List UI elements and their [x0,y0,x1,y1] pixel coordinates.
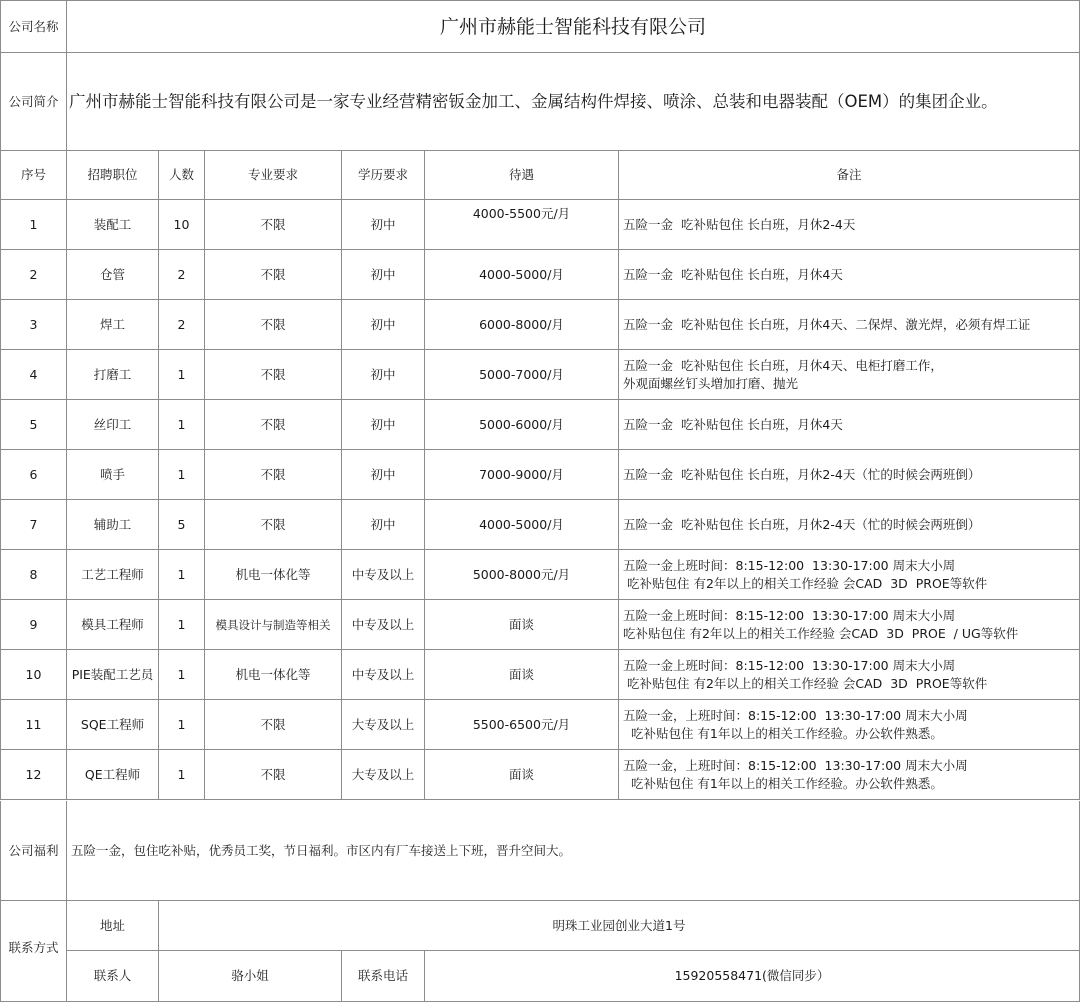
table-cell-remarks: 五险一金 吃补贴包住 长白班，月休2-4天（忙的时候会两班倒） [619,500,1080,550]
table-cell-headcount: 10 [159,200,205,250]
table-cell-headcount: 1 [159,350,205,400]
table-cell-salary: 面谈 [425,650,619,700]
table-cell-position: 工艺工程师 [67,550,159,600]
company-intro: 广州市赫能士智能科技有限公司是一家专业经营精密钣金加工、金属结构件焊接、喷涂、总装和电器装配（OEM）的集团企业。 [67,53,1080,151]
benefits-text: 五险一金，包住吃补贴，优秀员工奖，节日福利。市区内有厂车接送上下班，晋升空间大。 [67,801,1080,901]
table-cell-salary: 面谈 [425,600,619,650]
contact-person-label: 联系人 [67,951,159,1002]
table-cell-education-requirement: 大专及以上 [342,700,425,750]
table-cell-row-number: 11 [0,700,67,750]
table-cell-headcount: 1 [159,600,205,650]
table-cell-headcount: 1 [159,650,205,700]
table-cell-remarks: 五险一金 吃补贴包住 长白班，月休2-4天 [619,200,1080,250]
table-cell-salary: 7000-9000/月 [425,450,619,500]
table-cell-education-requirement: 大专及以上 [342,750,425,800]
table-cell-education-requirement: 初中 [342,300,425,350]
table-cell-remarks: 五险一金 吃补贴包住 长白班，月休4天、电柜打磨工作， 外观面螺丝钉头増加打磨、抛光 [619,350,1080,400]
table-cell-position: 模具工程师 [67,600,159,650]
table-cell-row-number: 6 [0,450,67,500]
table-cell-major-requirement: 不限 [205,300,342,350]
table-cell-education-requirement: 中专及以上 [342,550,425,600]
table-cell-major-requirement: 不限 [205,500,342,550]
table-cell-salary: 4000-5000/月 [425,250,619,300]
table-cell-row-number: 7 [0,500,67,550]
table-cell-salary: 6000-8000/月 [425,300,619,350]
header-headcount: 人数 [159,151,205,200]
table-cell-major-requirement: 不限 [205,250,342,300]
header-remarks: 备注 [619,151,1080,200]
table-cell-row-number: 2 [0,250,67,300]
table-cell-education-requirement: 初中 [342,350,425,400]
table-cell-education-requirement: 初中 [342,250,425,300]
address-label: 地址 [67,901,159,951]
table-cell-headcount: 5 [159,500,205,550]
table-cell-major-requirement: 不限 [205,450,342,500]
table-cell-headcount: 1 [159,450,205,500]
table-cell-salary: 4000-5000/月 [425,500,619,550]
company-name-label: 公司名称 [0,0,67,53]
contact-person-value: 骆小姐 [159,951,342,1002]
table-cell-major-requirement: 不限 [205,200,342,250]
header-row-number: 序号 [0,151,67,200]
table-cell-remarks: 五险一金上班时间：8:15-12:00 13:30-17:00 周末大小周 吃补贴包住 有2年以上的相关工作经验 会CAD 3D PROE等软件 [619,550,1080,600]
table-cell-education-requirement: 中专及以上 [342,600,425,650]
table-cell-major-requirement: 机电一体化等 [205,650,342,700]
table-cell-position: 丝印工 [67,400,159,450]
table-cell-salary: 5000-8000元/月 [425,550,619,600]
header-salary: 待遇 [425,151,619,200]
table-cell-headcount: 1 [159,750,205,800]
table-cell-remarks: 五险一金 吃补贴包住 长白班，月休4天 [619,250,1080,300]
table-cell-remarks: 五险一金 吃补贴包住 长白班，月休4天、二保焊、激光焊，必须有焊工证 [619,300,1080,350]
table-cell-position: 打磨工 [67,350,159,400]
table-cell-position: 仓管 [67,250,159,300]
contact-label: 联系方式 [0,901,67,1002]
table-cell-position: 喷手 [67,450,159,500]
table-cell-education-requirement: 初中 [342,450,425,500]
table-cell-remarks: 五险一金 吃补贴包住 长白班，月休2-4天（忙的时候会两班倒） [619,450,1080,500]
table-cell-salary: 4000-5500元/月 [425,200,619,250]
table-cell-major-requirement: 不限 [205,750,342,800]
table-cell-row-number: 4 [0,350,67,400]
table-cell-major-requirement: 模具设计与制造等相关 [205,600,342,650]
table-cell-row-number: 10 [0,650,67,700]
table-cell-row-number: 12 [0,750,67,800]
table-cell-remarks: 五险一金上班时间：8:15-12:00 13:30-17:00 周末大小周 吃补贴包住 有2年以上的相关工作经验 会CAD 3D PROE / UG等软件 [619,600,1080,650]
table-cell-headcount: 1 [159,700,205,750]
table-cell-headcount: 1 [159,550,205,600]
header-education-requirement: 学历要求 [342,151,425,200]
table-cell-salary: 5000-7000/月 [425,350,619,400]
table-cell-headcount: 2 [159,300,205,350]
table-cell-headcount: 2 [159,250,205,300]
table-cell-education-requirement: 初中 [342,500,425,550]
table-cell-position: 辅助工 [67,500,159,550]
header-major-requirement: 专业要求 [205,151,342,200]
header-position: 招聘职位 [67,151,159,200]
table-cell-remarks: 五险一金，上班时间：8:15-12:00 13:30-17:00 周末大小周 吃补贴包住 有1年以上的相关工作经验。办公软件熟悉。 [619,750,1080,800]
table-cell-education-requirement: 中专及以上 [342,650,425,700]
table-cell-salary: 5500-6500元/月 [425,700,619,750]
table-cell-education-requirement: 初中 [342,400,425,450]
table-cell-salary: 5000-6000/月 [425,400,619,450]
table-cell-salary: 面谈 [425,750,619,800]
table-cell-major-requirement: 不限 [205,400,342,450]
table-cell-row-number: 1 [0,200,67,250]
table-cell-position: QE工程师 [67,750,159,800]
table-cell-row-number: 5 [0,400,67,450]
table-cell-row-number: 3 [0,300,67,350]
table-cell-position: 焊工 [67,300,159,350]
address-value: 明珠工业园创业大道1号 [159,901,1080,951]
table-cell-headcount: 1 [159,400,205,450]
table-cell-position: SQE工程师 [67,700,159,750]
table-cell-row-number: 9 [0,600,67,650]
table-cell-education-requirement: 初中 [342,200,425,250]
table-cell-major-requirement: 机电一体化等 [205,550,342,600]
company-intro-label: 公司简介 [0,53,67,151]
table-cell-position: PIE装配工艺员 [67,650,159,700]
table-cell-remarks: 五险一金 吃补贴包住 长白班，月休4天 [619,400,1080,450]
table-cell-row-number: 8 [0,550,67,600]
table-cell-major-requirement: 不限 [205,700,342,750]
table-cell-position: 装配工 [67,200,159,250]
table-cell-remarks: 五险一金上班时间：8:15-12:00 13:30-17:00 周末大小周 吃补贴包住 有2年以上的相关工作经验 会CAD 3D PROE等软件 [619,650,1080,700]
phone-value: 15920558471(微信同步） [425,951,1080,1002]
phone-label: 联系电话 [342,951,425,1002]
table-cell-major-requirement: 不限 [205,350,342,400]
benefits-label: 公司福利 [0,801,67,901]
company-name: 广州市赫能士智能科技有限公司 [67,0,1080,53]
table-cell-remarks: 五险一金，上班时间：8:15-12:00 13:30-17:00 周末大小周 吃补贴包住 有1年以上的相关工作经验。办公软件熟悉。 [619,700,1080,750]
